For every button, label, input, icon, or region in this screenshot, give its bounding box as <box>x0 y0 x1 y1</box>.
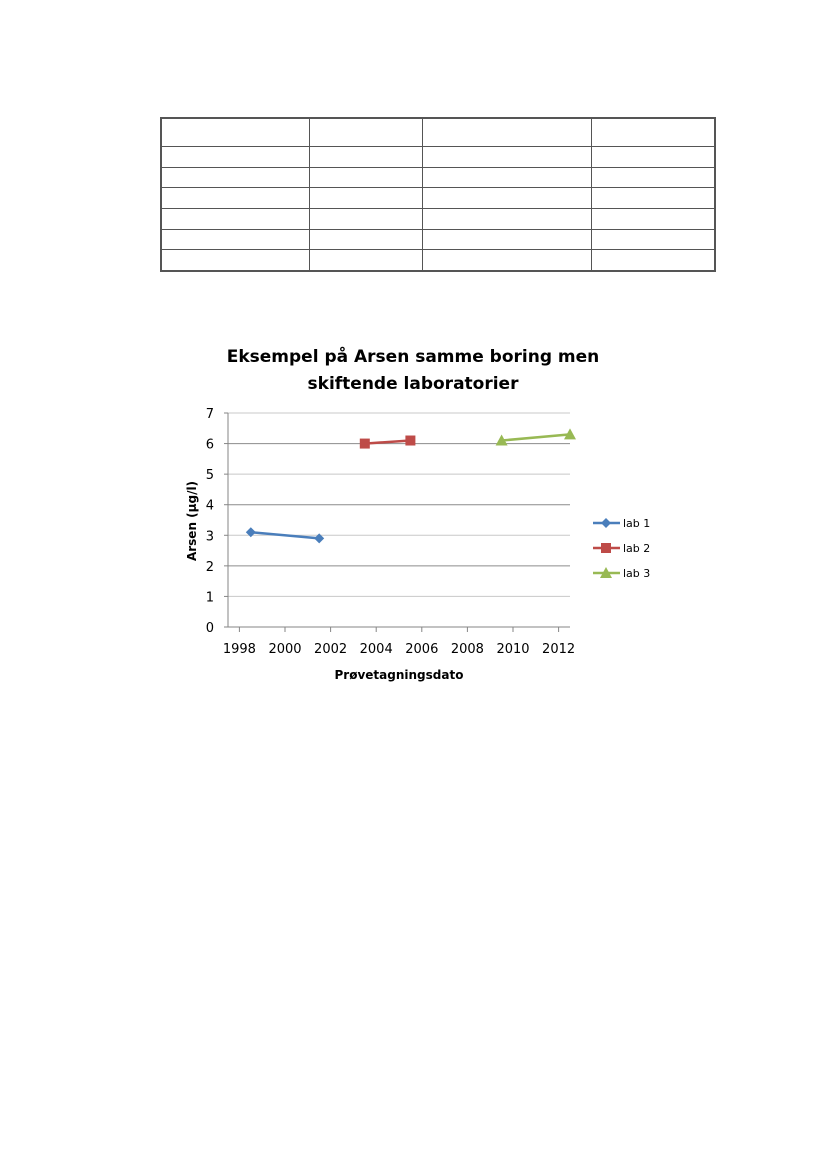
legend-label: lab 3 <box>623 567 651 580</box>
y-tick-label: 4 <box>205 498 214 514</box>
x-tick-label: 2000 <box>268 642 302 657</box>
legend-item <box>593 517 650 530</box>
legend-swatch-marker <box>601 518 611 528</box>
x-tick-label: 1998 <box>222 642 256 657</box>
legend <box>593 517 650 580</box>
x-tick-label: 2004 <box>359 642 393 657</box>
legend-swatch-marker <box>601 543 611 553</box>
series-lab-3 <box>496 428 576 445</box>
data-series <box>246 428 576 543</box>
x-tick-label: 2010 <box>496 642 530 657</box>
y-tick-label: 3 <box>205 529 214 545</box>
y-axis-label: Arsen (µg/l) <box>185 480 199 562</box>
y-tick-label: 1 <box>205 590 214 606</box>
x-axis-label: Prøvetagningsdato <box>334 668 464 682</box>
x-tick-label: 2002 <box>314 642 348 657</box>
y-tick-label: 7 <box>205 407 214 422</box>
legend-label: lab 2 <box>623 542 651 555</box>
series-line <box>502 434 570 440</box>
axes <box>224 413 570 632</box>
x-tick-label: 2006 <box>405 642 439 657</box>
y-tick-label: 5 <box>205 468 214 484</box>
data-point <box>405 436 415 446</box>
series-lab-2 <box>360 436 416 449</box>
data-point <box>360 439 370 449</box>
chart-title-line-2: skiftende laboratorier <box>307 374 519 394</box>
legend-item <box>593 542 650 555</box>
legend-label: lab 1 <box>623 517 651 530</box>
chart-title-line-1: Eksempel på Arsen samme boring men <box>226 347 600 367</box>
y-tick-label: 2 <box>205 559 214 575</box>
legend-item <box>593 567 650 580</box>
x-tick-label: 2008 <box>450 642 484 657</box>
y-tick-label: 6 <box>205 437 214 453</box>
x-tick-label: 2012 <box>542 642 576 657</box>
y-tick-label: 0 <box>205 621 214 636</box>
